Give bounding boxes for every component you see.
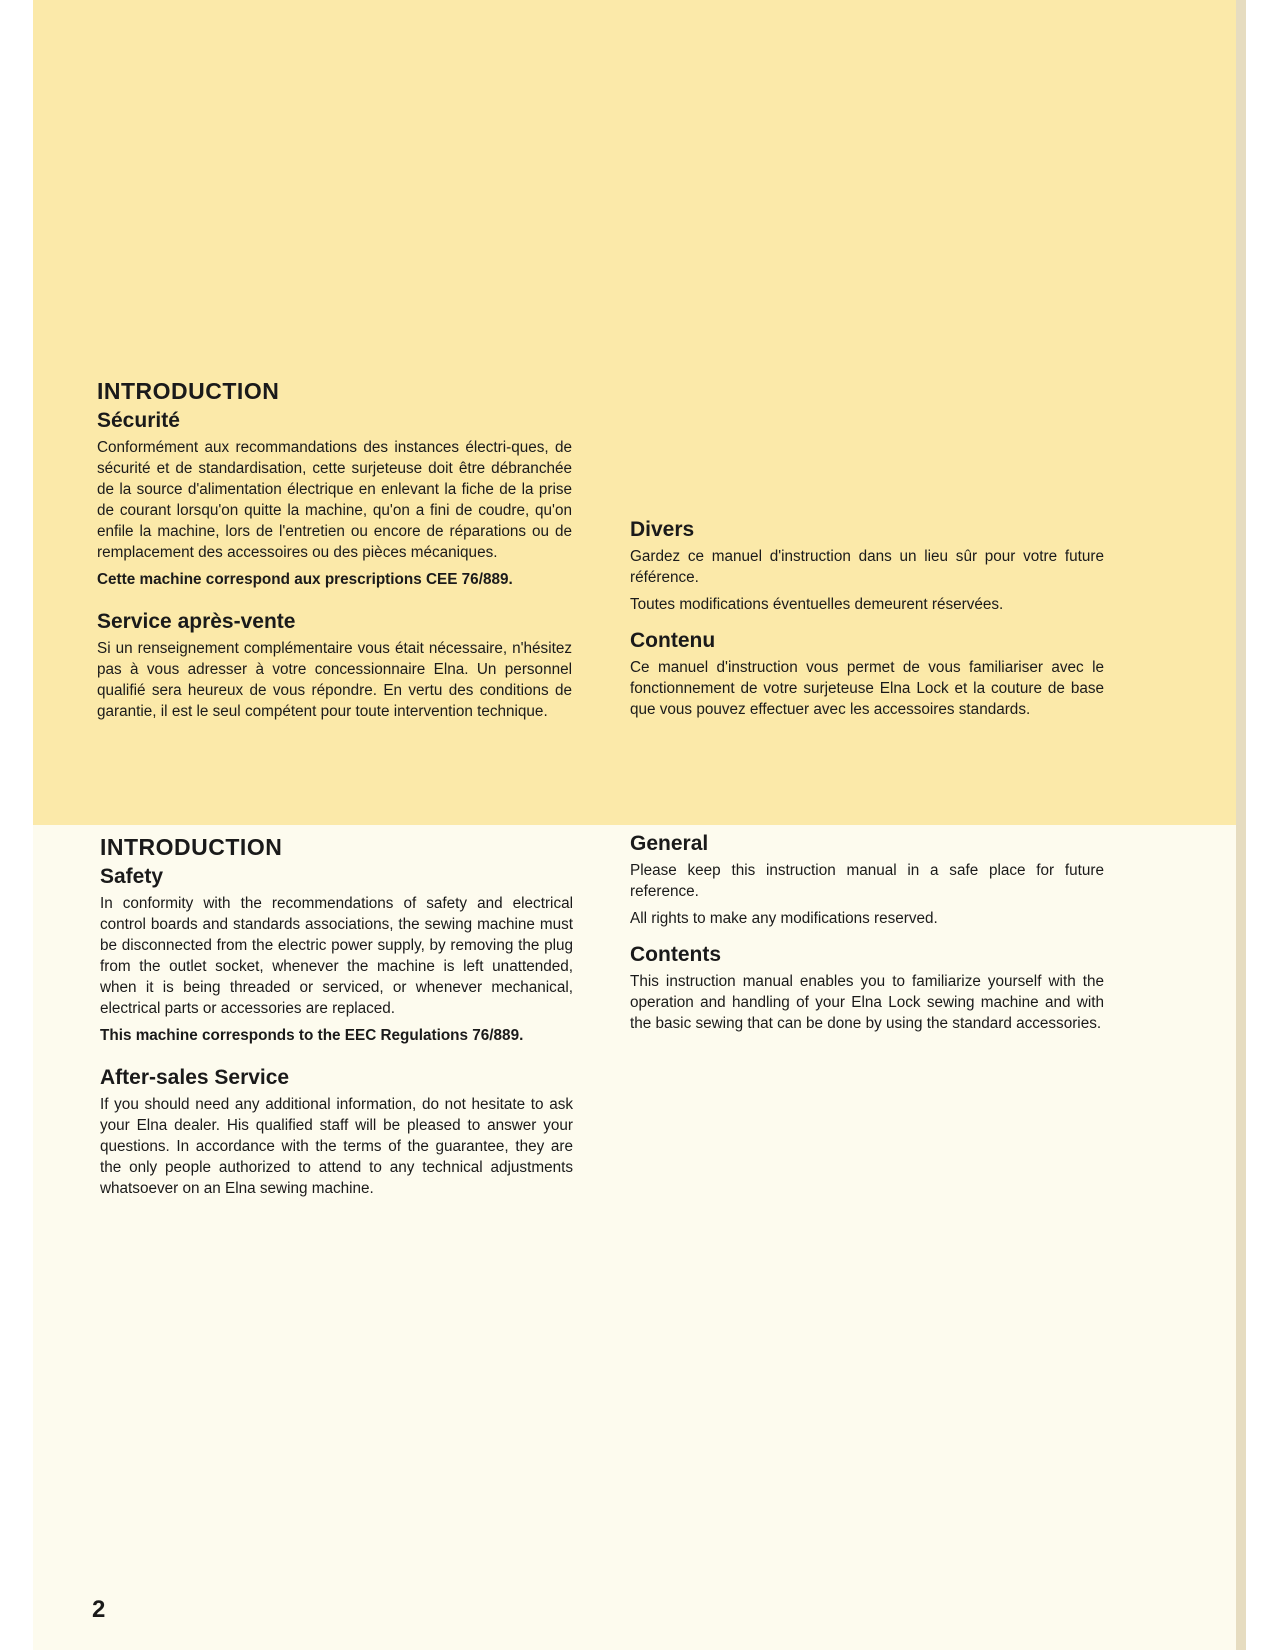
general-text-1: Please keep this instruction manual in a safe place for future reference. bbox=[630, 862, 1104, 900]
page-edge bbox=[1236, 0, 1246, 1650]
securite-text: Conformément aux recommandations des instances électri-ques, de sécurité et de standardisation, cette surjeteuse doit être débranchée de la source d'alimentation électrique en enlevant la fiche de la prise de courant lorsqu'on quitte la machine, qu'on a fini de coudre, qu'on enfile la machine, lors de l'entretien ou encore de réparations ou de remplacement des accessoires ou des pièces mécaniques. bbox=[97, 439, 572, 561]
safety-regulation: This machine corresponds to the EEC Regulations 76/889. bbox=[100, 1027, 524, 1044]
divers-text-2: Toutes modifications éventuelles demeurent réservées. bbox=[630, 596, 1004, 613]
english-introduction-title: INTRODUCTION bbox=[100, 834, 283, 860]
after-sales-service-heading: After-sales Service bbox=[100, 1066, 290, 1089]
securite-regulation: Cette machine correspond aux prescriptions CEE 76/889. bbox=[97, 571, 513, 588]
french-left-column bbox=[97, 378, 572, 728]
service-apres-vente-text: Si un renseignement complémentaire vous était nécessaire, n'hésitez pas à vous adresser à votre concessionnaire Elna. Un personnel qualifié sera heureux de vous répondre. En vertu des conditions de garantie, il est le seul compétent pour toute intervention technique. bbox=[97, 640, 572, 720]
safety-heading: Safety bbox=[100, 865, 164, 888]
english-right-column bbox=[630, 832, 1104, 1040]
general-text-2: All rights to make any modifications reserved. bbox=[630, 910, 938, 927]
divers-text-1: Gardez ce manuel d'instruction dans un lieu sûr pour votre future référence. bbox=[630, 548, 1104, 586]
divers-heading: Divers bbox=[630, 518, 695, 541]
contenu-heading: Contenu bbox=[630, 629, 716, 652]
contents-heading: Contents bbox=[630, 943, 721, 966]
securite-heading: Sécurité bbox=[97, 409, 180, 432]
general-heading: General bbox=[630, 832, 709, 855]
english-left-column bbox=[100, 834, 573, 1205]
french-right-column bbox=[630, 518, 1104, 726]
after-sales-service-text: If you should need any additional information, do not hesitate to ask your Elna dealer. His qualified staff will be pleased to answer your questions. In accordance with the terms of the guarantee, they are the only people authorized to attend to any technical adjustments whatsoever on an Elna sewing machine. bbox=[100, 1096, 573, 1197]
contents-text: This instruction manual enables you to familiarize yourself with the operation and handling of your Elna Lock sewing machine and with the basic sewing that can be done by using the standard accessories. bbox=[630, 973, 1104, 1032]
service-apres-vente-heading: Service après-vente bbox=[97, 610, 296, 633]
safety-text: In conformity with the recommendations of safety and electrical control boards and standards associations, the sewing machine must be disconnected from the electric power supply, by removing the plug from the outlet socket, whenever the machine is left unattended, when it is being threaded or serviced, or whenever mechanical, electrical parts or accessories are replaced. bbox=[100, 895, 573, 1017]
french-introduction-title: INTRODUCTION bbox=[97, 378, 280, 404]
page-number: 2 bbox=[92, 1596, 106, 1623]
contenu-text: Ce manuel d'instruction vous permet de vous familiariser avec le fonctionnement de votre surjeteuse Elna Lock et la couture de base que vous pouvez effectuer avec les accessoires standards. bbox=[630, 659, 1104, 718]
